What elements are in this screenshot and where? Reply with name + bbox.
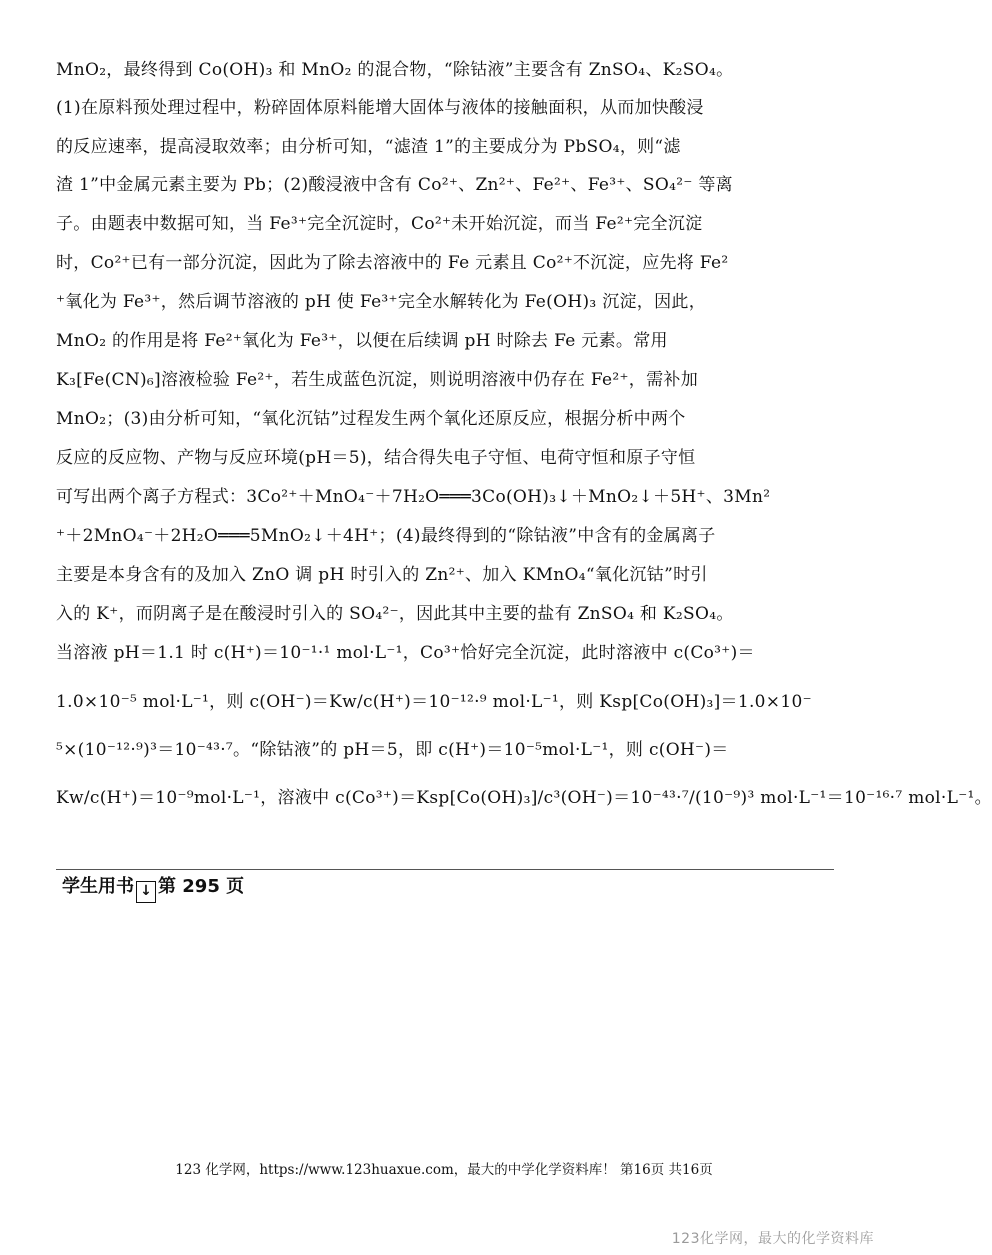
page-footer: 123 化学网，https://www.123huaxue.com，最大的中学化学资料库！ 第16页 共16页 bbox=[175, 1162, 713, 1178]
body-line: 的反应速率，提高浸取效率；由分析可知，“滤渣 1”的主要成分为 PbSO₄，则“滤 bbox=[56, 137, 681, 157]
body-line: ⁺＋2MnO₄⁻＋2H₂O═══5MnO₂↓＋4H⁺；(4)最终得到的“除钴液”中含有的金属离子 bbox=[56, 526, 716, 546]
body-line: 可写出两个离子方程式：3Co²⁺＋MnO₄⁻＋7H₂O═══3Co(OH)₃↓＋MnO₂↓＋5H⁺、3Mn² bbox=[56, 487, 771, 507]
watermark: 123化学网，最大的化学资料库 bbox=[671, 1231, 874, 1247]
body-line: ⁵×(10⁻¹²·⁹)³＝10⁻⁴³·⁷。“除钴液”的 pH＝5，即 c(H⁺)＝10⁻⁵mol·L⁻¹，则 c(OH⁻)＝ bbox=[56, 740, 729, 760]
section-divider bbox=[56, 869, 834, 870]
body-line: (1)在原料预处理过程中，粉碎固体原料能增大固体与液体的接触面积，从而加快酸浸 bbox=[56, 98, 704, 118]
body-line: MnO₂；(3)由分析可知，“氧化沉钴”过程发生两个氧化还原反应，根据分析中两个 bbox=[56, 409, 686, 429]
body-line: Kw/c(H⁺)＝10⁻⁹mol·L⁻¹，溶液中 c(Co³⁺)＝Ksp[Co(OH)₃]/c³(OH⁻)＝10⁻⁴³·⁷/(10⁻⁹)³ mol·L⁻¹＝10⁻¹⁶·⁷ mol·L⁻¹。 bbox=[56, 788, 992, 808]
body-line: 入的 K⁺，而阴离子是在酸浸时引入的 SO₄²⁻，因此其中主要的盐有 ZnSO₄ 和 K₂SO₄。 bbox=[56, 604, 734, 624]
body-line: 当溶液 pH＝1.1 时 c(H⁺)＝10⁻¹·¹ mol·L⁻¹，Co³⁺恰好完全沉淀，此时溶液中 c(Co³⁺)＝ bbox=[56, 643, 755, 663]
body-line: MnO₂，最终得到 Co(OH)₃ 和 MnO₂ 的混合物，“除钴液”主要含有 ZnSO₄、K₂SO₄。 bbox=[56, 60, 734, 80]
body-line: 反应的反应物、产物与反应环境(pH＝5)，结合得失电子守恒、电荷守恒和原子守恒 bbox=[56, 448, 696, 468]
body-line: ⁺氧化为 Fe³⁺，然后调节溶液的 pH 使 Fe³⁺完全水解转化为 Fe(OH)₃ 沉淀，因此， bbox=[56, 292, 706, 312]
body-line: 子。由题表中数据可知，当 Fe³⁺完全沉淀时，Co²⁺未开始沉淀，而当 Fe²⁺完全沉淀 bbox=[56, 214, 703, 234]
student-book-label: 学生用书 bbox=[62, 876, 134, 897]
student-book-page-mark bbox=[62, 874, 244, 903]
body-line: 时，Co²⁺已有一部分沉淀，因此为了除去溶液中的 Fe 元素且 Co²⁺不沉淀，应先将 Fe² bbox=[56, 253, 729, 273]
body-line: K₃[Fe(CN)₆]溶液检验 Fe²⁺，若生成蓝色沉淀，则说明溶液中仍存在 Fe²⁺，需补加 bbox=[56, 370, 699, 390]
body-line: 渣 1”中金属元素主要为 Pb；(2)酸浸液中含有 Co²⁺、Zn²⁺、Fe²⁺、Fe³⁺、SO₄²⁻ 等离 bbox=[56, 175, 733, 195]
body-line: MnO₂ 的作用是将 Fe²⁺氧化为 Fe³⁺，以便在后续调 pH 时除去 Fe 元素。常用 bbox=[56, 331, 668, 351]
book-page-number: 第 295 页 bbox=[158, 876, 245, 897]
body-line: 主要是本身含有的及加入 ZnO 调 pH 时引入的 Zn²⁺、加入 KMnO₄“氧化沉钴”时引 bbox=[56, 565, 708, 585]
body-line: 1.0×10⁻⁵ mol·L⁻¹，则 c(OH⁻)＝Kw/c(H⁺)＝10⁻¹²·⁹ mol·L⁻¹，则 Ksp[Co(OH)₃]＝1.0×10⁻ bbox=[56, 692, 812, 712]
down-arrow-icon: ↓ bbox=[136, 881, 156, 903]
